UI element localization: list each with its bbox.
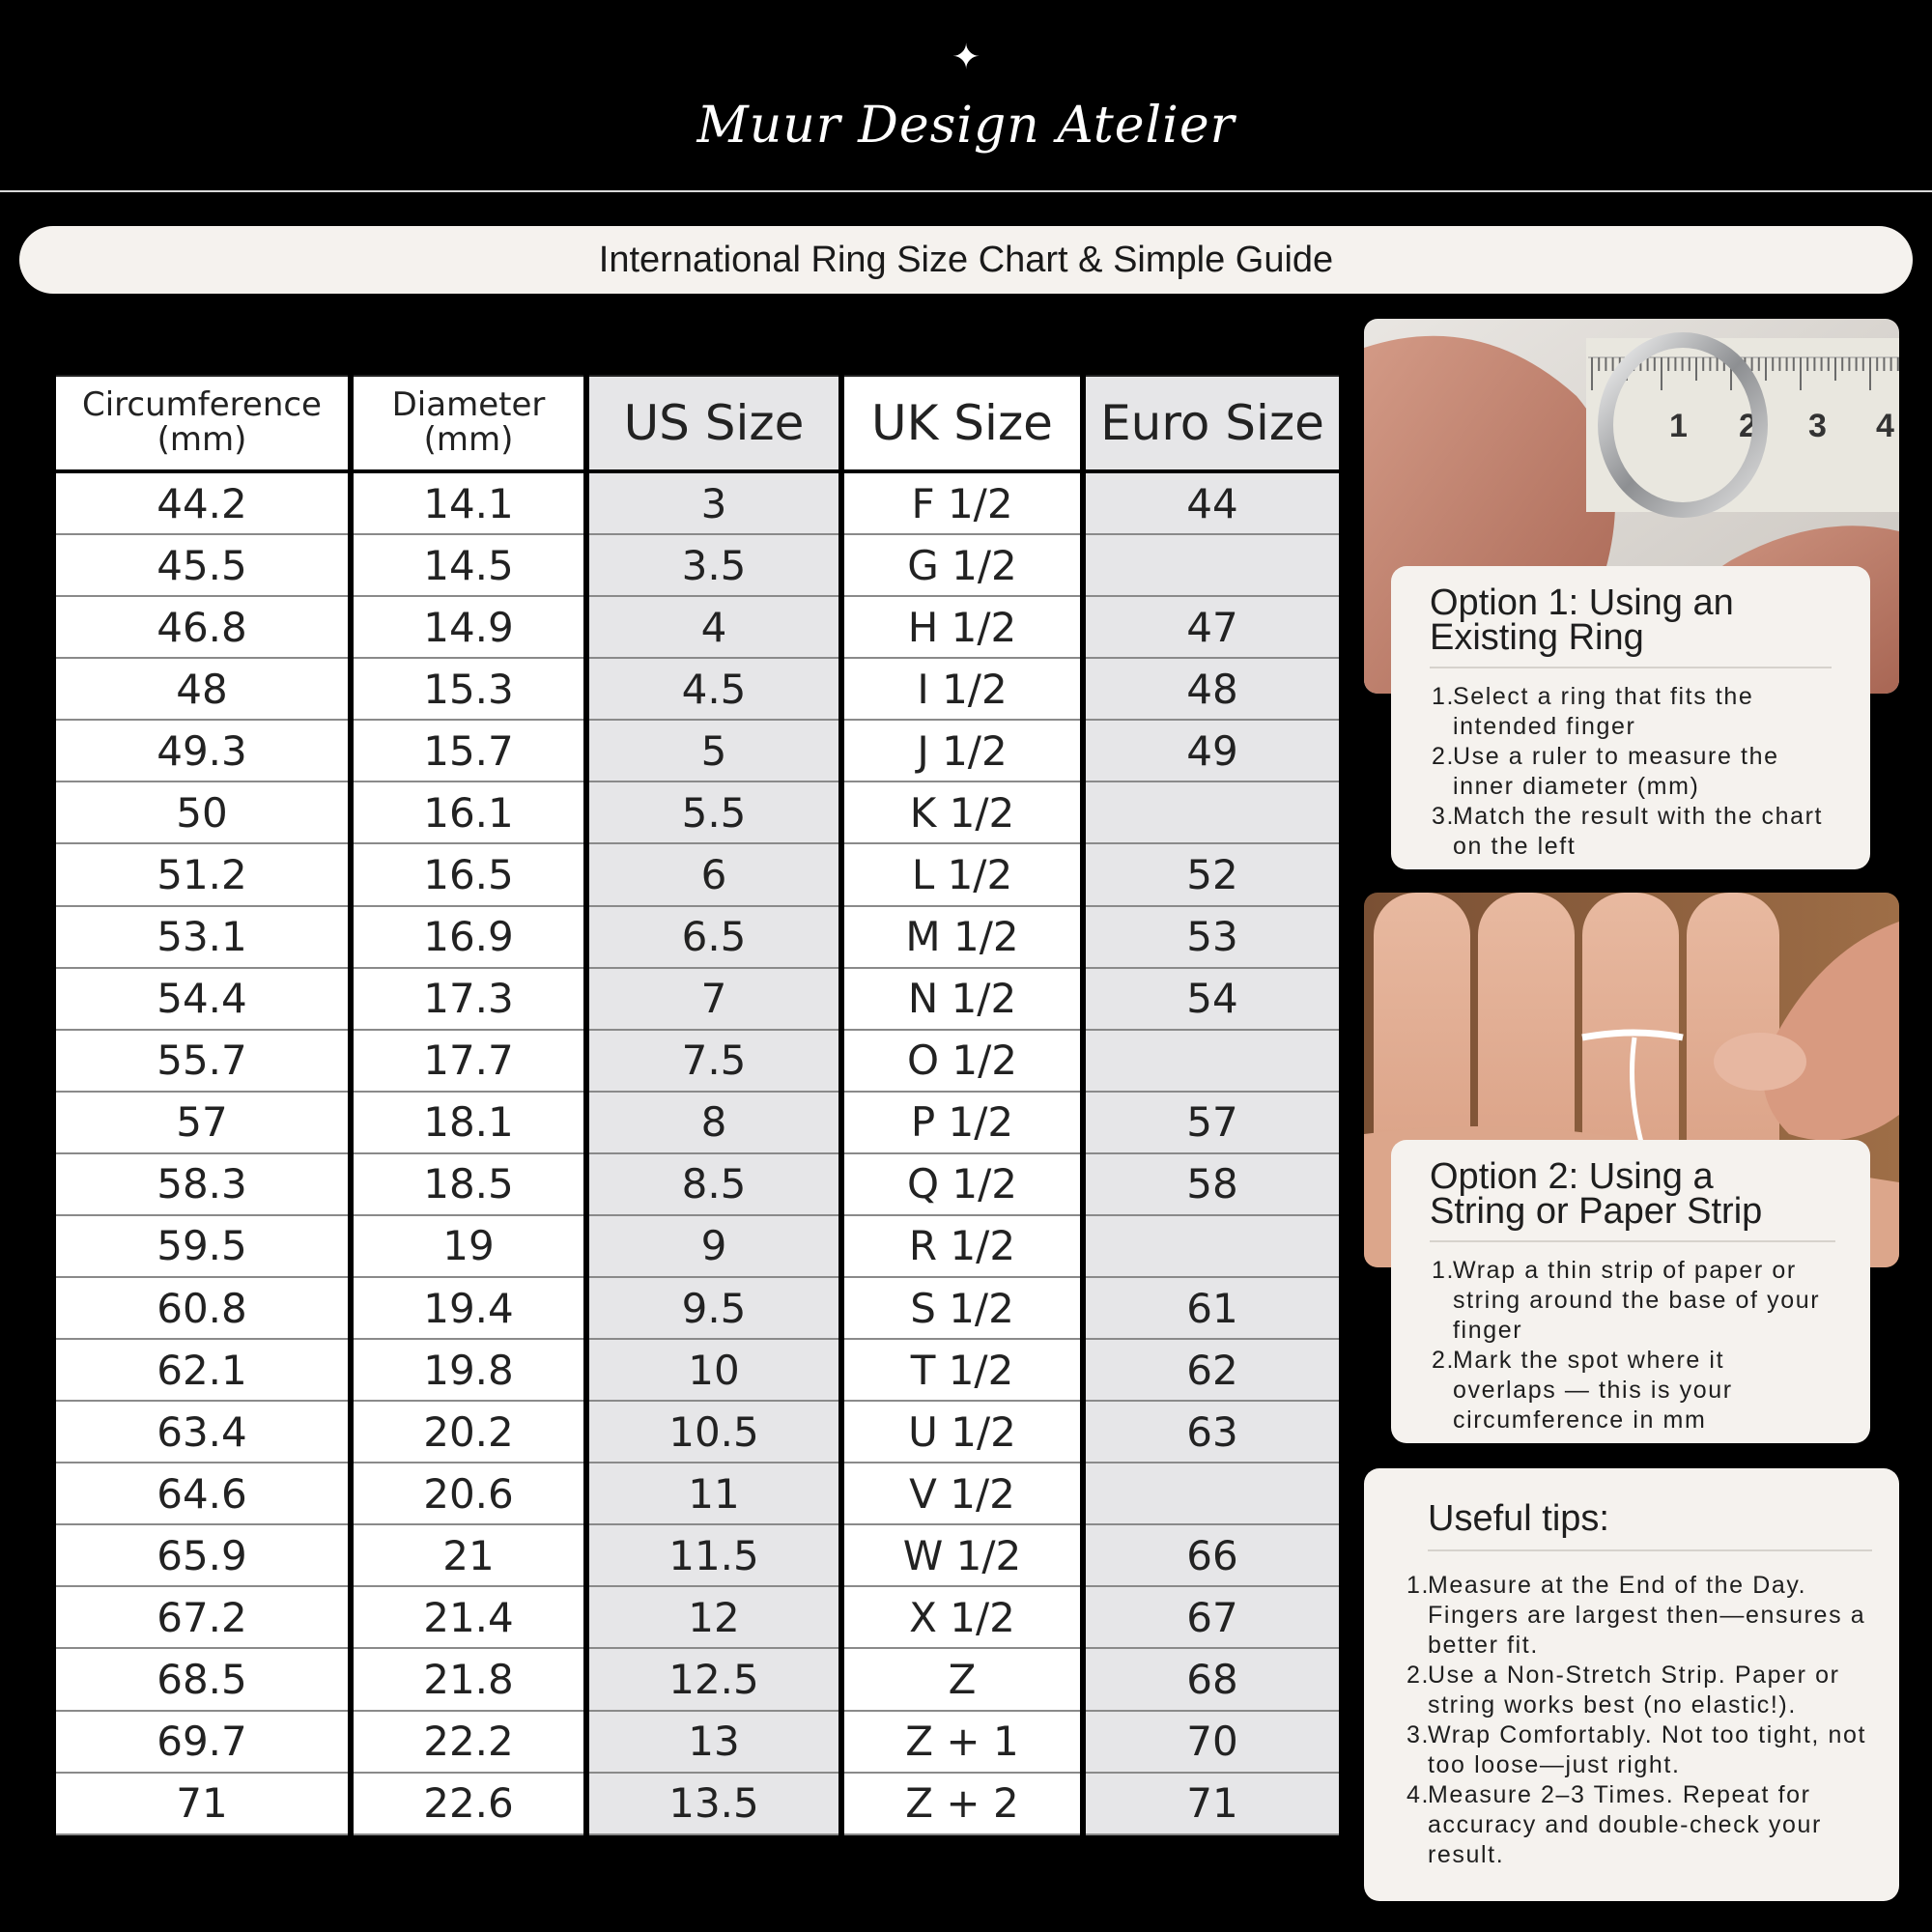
option2-step-item [1432, 1256, 1835, 1346]
header-diameter-label: Diameter [391, 385, 546, 425]
cell-uk-size: U 1/2 [841, 1401, 1083, 1463]
option1-step-item [1432, 742, 1832, 802]
header-diameter-unit: (mm) [423, 420, 514, 459]
cell-uk-size: V 1/2 [841, 1463, 1083, 1524]
cell-uk-size: J 1/2 [841, 720, 1083, 781]
cell-us-size: 6 [586, 843, 841, 905]
option1-step-item [1432, 682, 1832, 742]
cell-us-size: 8.5 [586, 1153, 841, 1215]
tip-item-text: Measure 2–3 Times. Repeat for accuracy and double-check your result. [1428, 1781, 1822, 1868]
cell-uk-size: Z + 2 [841, 1773, 1083, 1834]
cell-circumference: 63.4 [53, 1401, 351, 1463]
cell-diameter: 18.1 [351, 1092, 586, 1153]
cell-diameter: 15.3 [351, 658, 586, 720]
cell-diameter: 19.4 [351, 1277, 586, 1339]
cell-uk-size: P 1/2 [841, 1092, 1083, 1153]
cell-circumference: 45.5 [53, 534, 351, 596]
cell-circumference: 58.3 [53, 1153, 351, 1215]
table-row [53, 1339, 1342, 1401]
option1-divider [1430, 667, 1832, 668]
header-us-size: US Size [586, 376, 841, 471]
tip-item-text: Wrap Comfortably. Not too tight, not too loose—just right. [1428, 1721, 1867, 1778]
table-row [53, 781, 1342, 843]
cell-diameter: 16.5 [351, 843, 586, 905]
cell-euro-size [1083, 1463, 1342, 1524]
table-row [53, 534, 1342, 596]
ring-size-table [50, 375, 1345, 1835]
page-title: International Ring Size Chart & Simple Guide [19, 226, 1913, 294]
option1-step-item-number: 2. [1432, 743, 1456, 770]
table-row [53, 968, 1342, 1030]
cell-circumference: 67.2 [53, 1586, 351, 1648]
tips-divider [1428, 1549, 1872, 1551]
cell-diameter: 14.5 [351, 534, 586, 596]
cell-us-size: 11 [586, 1463, 841, 1524]
header-diameter [351, 376, 586, 471]
ruler-label-3: 3 [1808, 408, 1827, 444]
tip-item-text: Measure at the End of the Day. Fingers are largest then—ensures a better fit. [1428, 1572, 1866, 1659]
option2-title-line2: String or Paper Strip [1430, 1191, 1763, 1232]
cell-uk-size: M 1/2 [841, 906, 1083, 968]
cell-euro-size: 70 [1083, 1711, 1342, 1773]
cell-euro-size: 48 [1083, 658, 1342, 720]
cell-us-size: 3.5 [586, 534, 841, 596]
tip-item [1406, 1571, 1886, 1661]
cell-circumference: 71 [53, 1773, 351, 1834]
option1-step-item-number: 1. [1432, 683, 1456, 710]
cell-us-size: 7 [586, 968, 841, 1030]
cell-us-size: 10 [586, 1339, 841, 1401]
option1-step-item-text: Use a ruler to measure the inner diameter (mm) [1453, 743, 1779, 800]
tip-item [1406, 1780, 1886, 1870]
cell-euro-size [1083, 1215, 1342, 1277]
cell-uk-size: R 1/2 [841, 1215, 1083, 1277]
option1-title-line1: Option 1: Using an [1430, 582, 1734, 623]
cell-uk-size: G 1/2 [841, 534, 1083, 596]
option2-step-item-number: 1. [1432, 1257, 1456, 1284]
cell-us-size: 7.5 [586, 1030, 841, 1092]
option2-steps [1430, 1256, 1835, 1435]
cell-euro-size [1083, 534, 1342, 596]
cell-diameter: 21.8 [351, 1648, 586, 1710]
cell-diameter: 14.1 [351, 471, 586, 534]
cell-us-size: 5 [586, 720, 841, 781]
cell-euro-size: 54 [1083, 968, 1342, 1030]
cell-circumference: 60.8 [53, 1277, 351, 1339]
cell-circumference: 54.4 [53, 968, 351, 1030]
cell-diameter: 22.6 [351, 1773, 586, 1834]
tip-item-number: 2. [1406, 1662, 1431, 1689]
option1-step-item [1432, 802, 1832, 862]
table-row [53, 1524, 1342, 1586]
cell-circumference: 44.2 [53, 471, 351, 534]
tip-item-number: 1. [1406, 1572, 1431, 1599]
option1-step-item-text: Select a ring that fits the intended finger [1453, 683, 1754, 740]
cell-us-size: 12 [586, 1586, 841, 1648]
tip-item-number: 3. [1406, 1721, 1431, 1748]
option2-step-item-text: Wrap a thin strip of paper or string around the base of your finger [1453, 1257, 1821, 1344]
table-row [53, 1092, 1342, 1153]
cell-diameter: 16.1 [351, 781, 586, 843]
cell-uk-size: X 1/2 [841, 1586, 1083, 1648]
tip-item [1406, 1661, 1886, 1720]
cell-circumference: 68.5 [53, 1648, 351, 1710]
cell-circumference: 55.7 [53, 1030, 351, 1092]
cell-uk-size: S 1/2 [841, 1277, 1083, 1339]
tip-item-text: Use a Non-Stretch Strip. Paper or string works best (no elastic!). [1428, 1662, 1840, 1719]
ruler-label-4: 4 [1876, 408, 1894, 444]
cell-circumference: 64.6 [53, 1463, 351, 1524]
cell-uk-size: F 1/2 [841, 471, 1083, 534]
cell-diameter: 16.9 [351, 906, 586, 968]
table-row [53, 596, 1342, 658]
cell-diameter: 21.4 [351, 1586, 586, 1648]
cell-us-size: 5.5 [586, 781, 841, 843]
option1-steps [1430, 682, 1832, 862]
table-row [53, 1648, 1342, 1710]
cell-euro-size: 52 [1083, 843, 1342, 905]
cell-circumference: 62.1 [53, 1339, 351, 1401]
table-row [53, 1215, 1342, 1277]
cell-diameter: 22.2 [351, 1711, 586, 1773]
cell-euro-size: 63 [1083, 1401, 1342, 1463]
cell-uk-size: L 1/2 [841, 843, 1083, 905]
cell-diameter: 17.3 [351, 968, 586, 1030]
table-row [53, 1277, 1342, 1339]
option2-title-line1: Option 2: Using a [1430, 1156, 1714, 1197]
cell-us-size: 13.5 [586, 1773, 841, 1834]
header-uk-size: UK Size [841, 376, 1083, 471]
cell-us-size: 13 [586, 1711, 841, 1773]
tips-list [1406, 1571, 1886, 1870]
cell-diameter: 21 [351, 1524, 586, 1586]
cell-us-size: 4 [586, 596, 841, 658]
header-circumference-unit: (mm) [156, 420, 247, 459]
cell-diameter: 17.7 [351, 1030, 586, 1092]
tip-item [1406, 1720, 1886, 1780]
option1-step-item-text: Match the result with the chart on the left [1453, 803, 1824, 860]
header-circumference-label: Circumference [82, 385, 322, 425]
cell-uk-size: Q 1/2 [841, 1153, 1083, 1215]
tips-title: Useful tips: [1428, 1498, 1609, 1539]
cell-euro-size: 47 [1083, 596, 1342, 658]
table-row [53, 1030, 1342, 1092]
cell-euro-size: 58 [1083, 1153, 1342, 1215]
cell-circumference: 51.2 [53, 843, 351, 905]
header-divider [0, 190, 1932, 192]
cell-circumference: 48 [53, 658, 351, 720]
cell-uk-size: N 1/2 [841, 968, 1083, 1030]
table-row [53, 1401, 1342, 1463]
option2-step-item-text: Mark the spot where it overlaps — this is your circumference in mm [1453, 1347, 1733, 1434]
cell-diameter: 20.2 [351, 1401, 586, 1463]
option2-divider [1430, 1240, 1835, 1242]
cell-uk-size: T 1/2 [841, 1339, 1083, 1401]
cell-diameter: 14.9 [351, 596, 586, 658]
cell-us-size: 8 [586, 1092, 841, 1153]
cell-diameter: 20.6 [351, 1463, 586, 1524]
table-row [53, 1463, 1342, 1524]
cell-euro-size: 68 [1083, 1648, 1342, 1710]
option2-card [1391, 1140, 1870, 1443]
option2-step-item-number: 2. [1432, 1347, 1456, 1374]
cell-uk-size: Z [841, 1648, 1083, 1710]
cell-circumference: 69.7 [53, 1711, 351, 1773]
table-row [53, 1153, 1342, 1215]
brand-logo-text: Muur Design Atelier [696, 97, 1236, 155]
table-row [53, 843, 1342, 905]
cell-us-size: 6.5 [586, 906, 841, 968]
cell-us-size: 11.5 [586, 1524, 841, 1586]
cell-circumference: 57 [53, 1092, 351, 1153]
cell-uk-size: H 1/2 [841, 596, 1083, 658]
cell-euro-size: 66 [1083, 1524, 1342, 1586]
ruler-label-1: 1 [1669, 408, 1688, 444]
cell-us-size: 4.5 [586, 658, 841, 720]
table-row [53, 906, 1342, 968]
cell-circumference: 59.5 [53, 1215, 351, 1277]
cell-uk-size: Z + 1 [841, 1711, 1083, 1773]
cell-euro-size: 67 [1083, 1586, 1342, 1648]
tip-item-number: 4. [1406, 1781, 1431, 1808]
table-row [53, 1711, 1342, 1773]
table-row [53, 1586, 1342, 1648]
option2-title [1430, 1156, 1835, 1232]
header-euro-size: Euro Size [1083, 376, 1342, 471]
cell-euro-size: 57 [1083, 1092, 1342, 1153]
cell-circumference: 65.9 [53, 1524, 351, 1586]
option2-step-item [1432, 1346, 1835, 1435]
table-header-row [53, 376, 1342, 471]
cell-diameter: 18.5 [351, 1153, 586, 1215]
cell-diameter: 15.7 [351, 720, 586, 781]
cell-us-size: 12.5 [586, 1648, 841, 1710]
header-circumference [53, 376, 351, 471]
cell-us-size: 9 [586, 1215, 841, 1277]
cell-us-size: 3 [586, 471, 841, 534]
table-row [53, 658, 1342, 720]
cell-euro-size: 44 [1083, 471, 1342, 534]
cell-diameter: 19 [351, 1215, 586, 1277]
option1-step-item-number: 3. [1432, 803, 1456, 830]
cell-circumference: 50 [53, 781, 351, 843]
option1-title-line2: Existing Ring [1430, 617, 1644, 658]
cell-uk-size: I 1/2 [841, 658, 1083, 720]
table-body [53, 471, 1342, 1834]
cell-uk-size: K 1/2 [841, 781, 1083, 843]
sparkle-icon: ✦ [952, 38, 981, 77]
table-row [53, 1773, 1342, 1834]
cell-circumference: 46.8 [53, 596, 351, 658]
cell-euro-size: 53 [1083, 906, 1342, 968]
cell-us-size: 10.5 [586, 1401, 841, 1463]
table-row [53, 720, 1342, 781]
cell-euro-size: 71 [1083, 1773, 1342, 1834]
cell-us-size: 9.5 [586, 1277, 841, 1339]
cell-diameter: 19.8 [351, 1339, 586, 1401]
cell-circumference: 53.1 [53, 906, 351, 968]
cell-uk-size: W 1/2 [841, 1524, 1083, 1586]
cell-circumference: 49.3 [53, 720, 351, 781]
option1-card [1391, 566, 1870, 869]
table-row [53, 471, 1342, 534]
cell-euro-size [1083, 1030, 1342, 1092]
tips-card [1364, 1468, 1899, 1901]
cell-euro-size: 62 [1083, 1339, 1342, 1401]
cell-euro-size: 49 [1083, 720, 1342, 781]
cell-euro-size [1083, 781, 1342, 843]
ruler-label-2: 2 [1739, 408, 1757, 444]
cell-euro-size: 61 [1083, 1277, 1342, 1339]
option1-title [1430, 582, 1832, 658]
cell-uk-size: O 1/2 [841, 1030, 1083, 1092]
